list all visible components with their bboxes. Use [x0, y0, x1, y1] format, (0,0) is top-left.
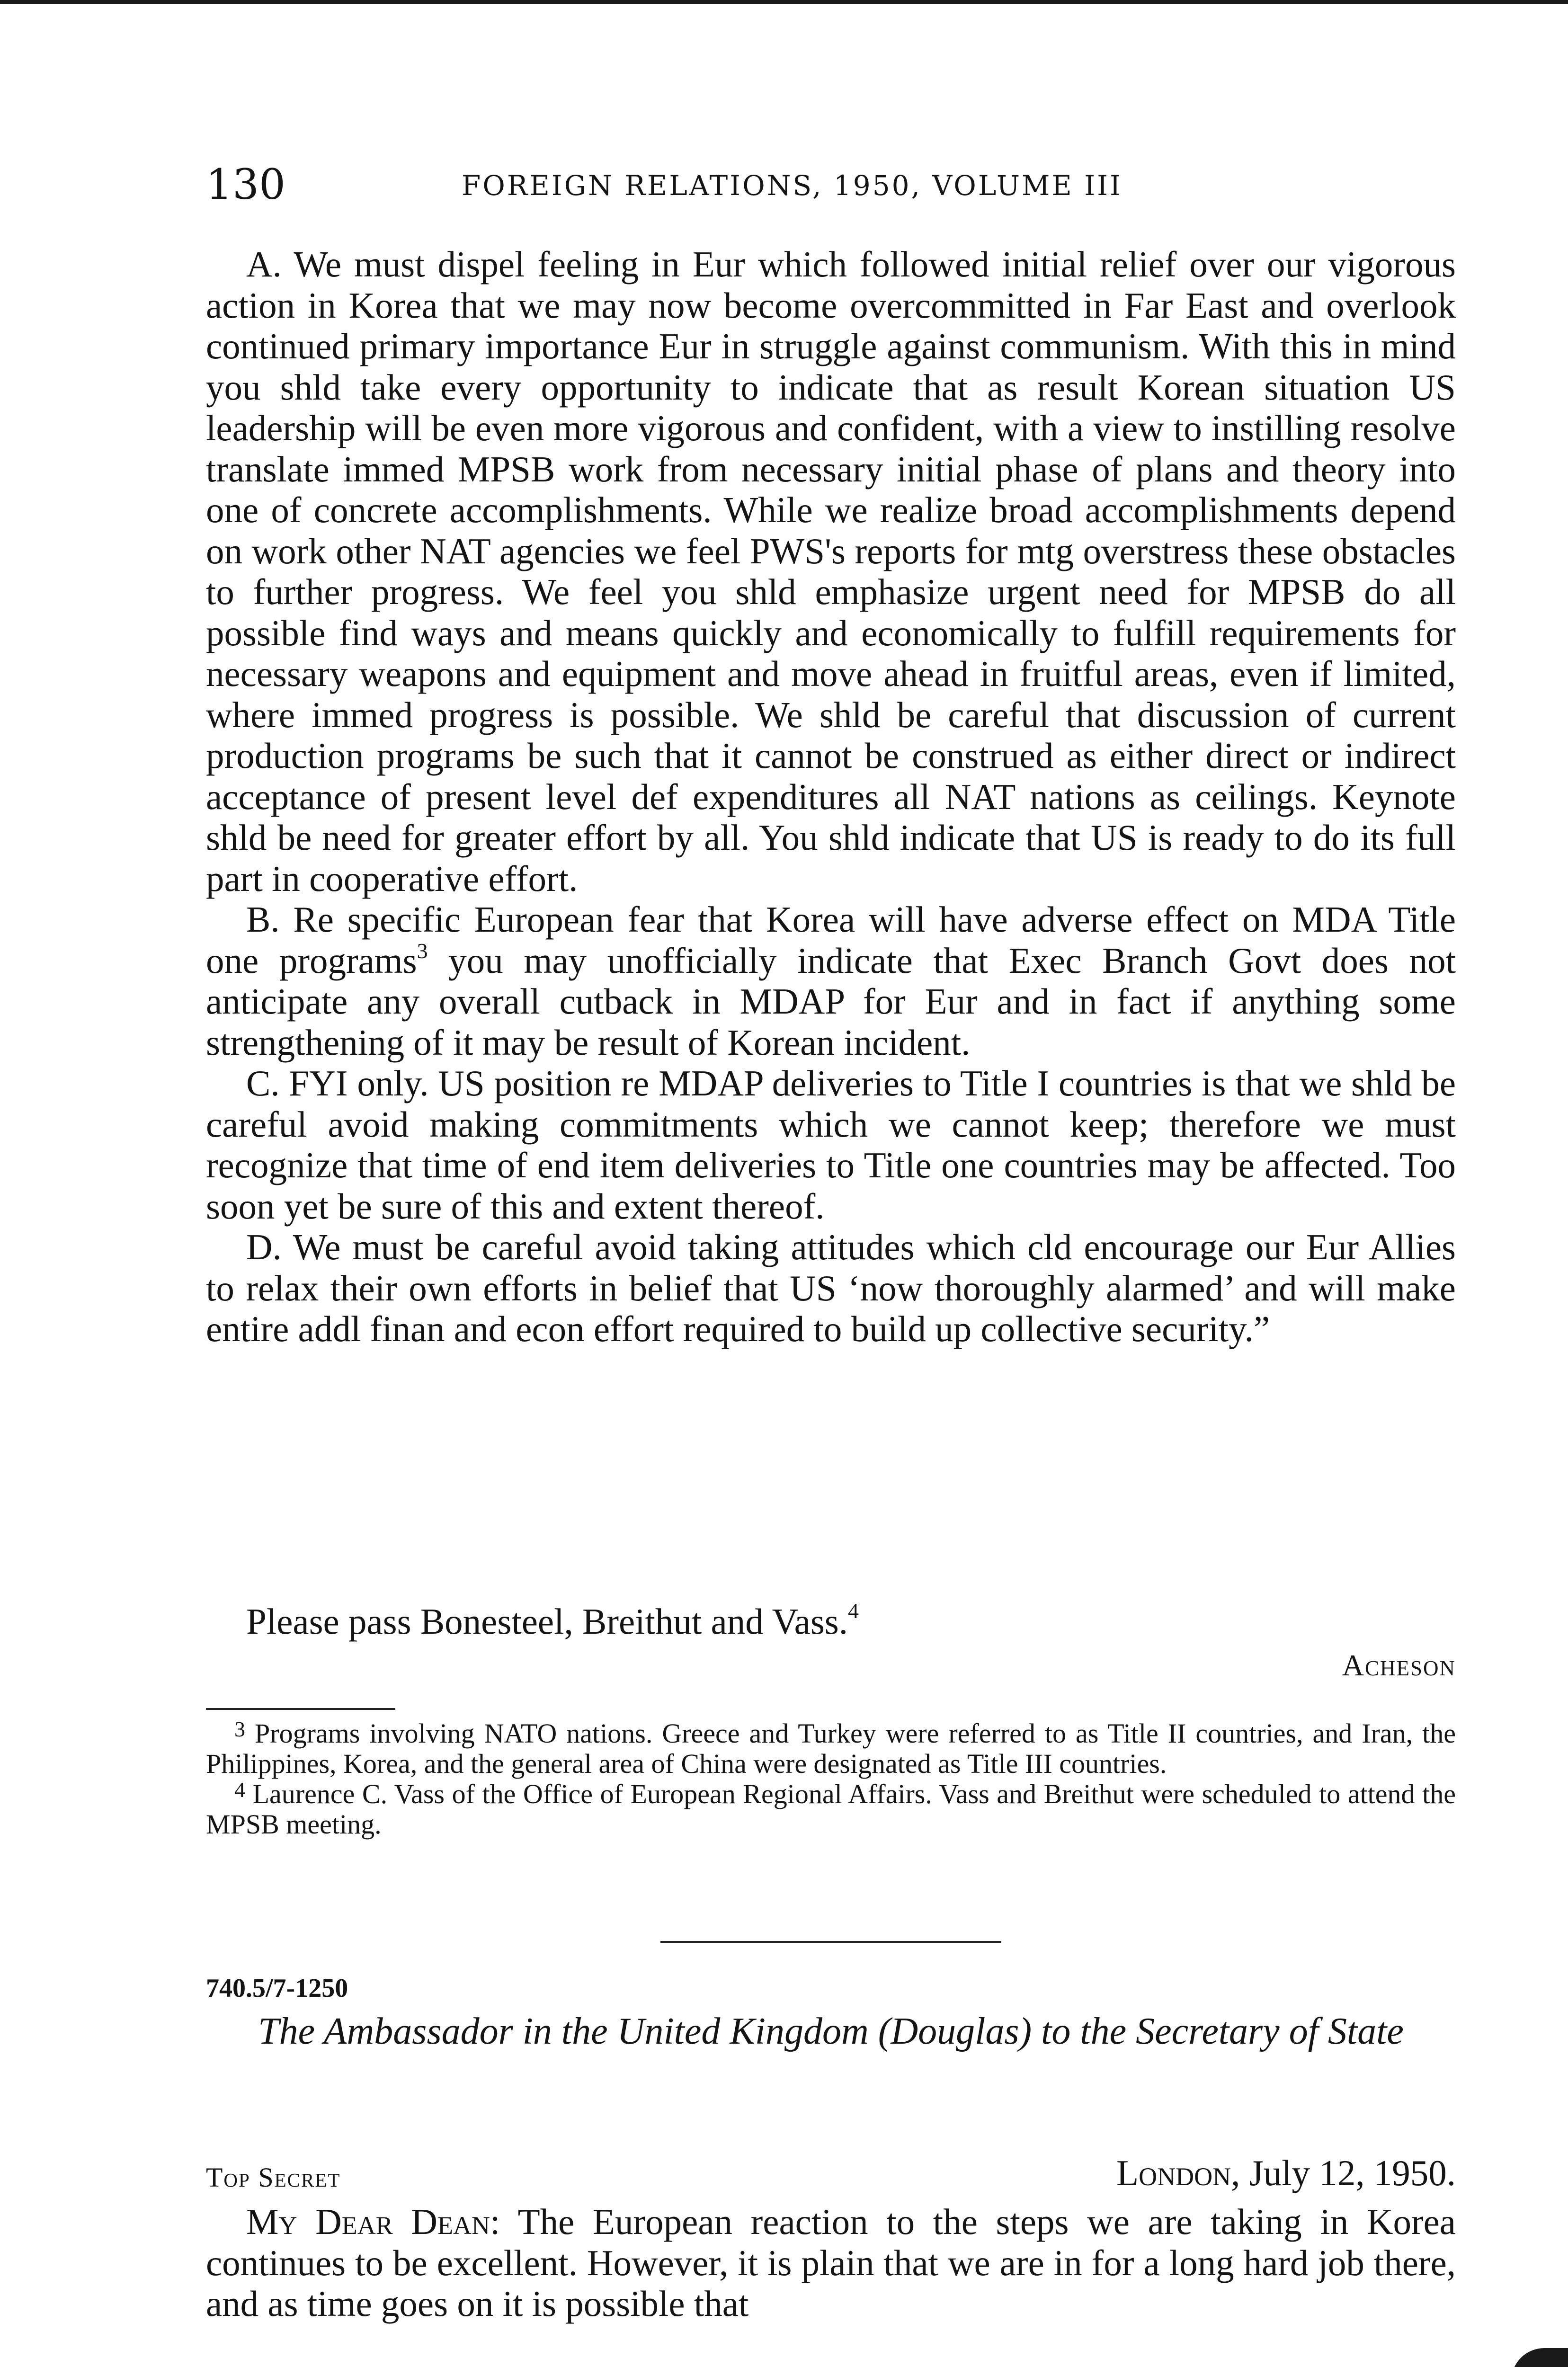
paragraph-b-text-start: B. Re specific European fear that Korea will have adverse effect on MDA Title one programs — [206, 899, 1456, 981]
pass-instruction — [246, 1600, 859, 1643]
classification-label: Top Secret — [206, 2162, 341, 2193]
footnote-divider — [206, 1708, 395, 1710]
salutation: My Dear Dean: — [246, 2201, 500, 2242]
footnotes — [206, 1718, 1456, 1840]
place-and-date — [1116, 2152, 1456, 2194]
document-title: The Ambassador in the United Kingdom (Douglas) to the Secretary of State — [258, 2011, 1404, 2052]
place: London — [1116, 2153, 1231, 2193]
footnote-4-text: Laurence C. Vass of the Office of European Regional Affairs. Vass and Breithut were scheduled to attend the MPSB meeting. — [206, 1779, 1456, 1840]
telegram-text — [206, 244, 1456, 1350]
footnote-4 — [206, 1779, 1456, 1840]
running-head: FOREIGN RELATIONS, 1950, VOLUME III — [462, 169, 1123, 202]
paragraph-d: D. We must be careful avoid taking attitudes which cld encourage our Eur Allies to relax their own efforts in belief that US ‘now thoroughly alarmed’ and will make entire addl finan and econ effort required to build up collective security.” — [206, 1227, 1456, 1349]
scan-edge-shadow — [1511, 2348, 1568, 2367]
footnote-ref-3: 3 — [417, 938, 428, 963]
letter-paragraph — [206, 2201, 1456, 2324]
pass-instruction-text: Please pass Bonesteel, Breithut and Vass. — [246, 1601, 848, 1642]
top-edge-rule — [0, 0, 1568, 4]
footnote-4-marker: 4 — [234, 1778, 245, 1802]
paragraph-b — [206, 899, 1456, 1063]
signature: Acheson — [1342, 1648, 1456, 1682]
footnote-3 — [206, 1718, 1456, 1779]
paragraph-a: A. We must dispel feeling in Eur which followed initial relief over our vigorous action in Korea that we may now become overcommitted in Far East and overlook continued primary importance Eur in struggle against communism. With this in mind you shld take every opportunity to indicate that as result Korean situation US leadership will be even more vigorous and confident, with a view to instilling resolve translate immed MPSB work from necessary initial phase of plans and theory into one of concrete accomplishments. While we realize broad accomplishments depend on work other NAT agencies we feel PWS's reports for mtg overstress these obstacles to further progress. We feel you shld emphasize urgent need for MPSB do all possible find ways and means quickly and economically to fulfill requirements for necessary weapons and equipment and move ahead in fruitful areas, even if limited, where immed progress is possible. We shld be careful that discussion of current production programs be such that it cannot be construed as either direct or indirect acceptance of present level def expenditures all NAT nations as ceilings. Keynote shld be need for greater effort by all. You shld indicate that US is ready to do its full part in cooperative effort. — [206, 244, 1456, 899]
page-number: 130 — [206, 160, 285, 209]
page-header — [206, 159, 1456, 211]
paragraph-b-text-end: you may unofficially indicate that Exec Branch Govt does not anticipate any overall cutback in MDAP for Eur and in fact if anything some strengthening of it may be result of Korean incident. — [206, 940, 1456, 1063]
section-divider — [660, 1941, 1001, 1943]
footnote-3-marker: 3 — [234, 1717, 245, 1741]
footnote-ref-4: 4 — [848, 1599, 859, 1623]
paragraph-c: C. FYI only. US position re MDAP deliveries to Title I countries is that we shld be careful avoid making commitments which we cannot keep; therefore we must recognize that time of end item deliveries to Title one countries may be affected. Too soon yet be sure of this and extent thereof. — [206, 1063, 1456, 1227]
letter-opening-text: The European reaction to the steps we are taking in Korea continues to be excellent. However, it is plain that we are in for a long hard job there, and as time goes on it is possible that — [206, 2201, 1456, 2324]
date: , July 12, 1950. — [1231, 2153, 1456, 2193]
footnote-3-text: Programs involving NATO nations. Greece and Turkey were referred to as Title II countries, and Iran, the Philippines, Korea, and the general area of China were designated as Title III countries. — [206, 1718, 1456, 1779]
letter-body — [206, 2201, 1456, 2324]
file-number: 740.5/7-1250 — [206, 1974, 348, 2003]
